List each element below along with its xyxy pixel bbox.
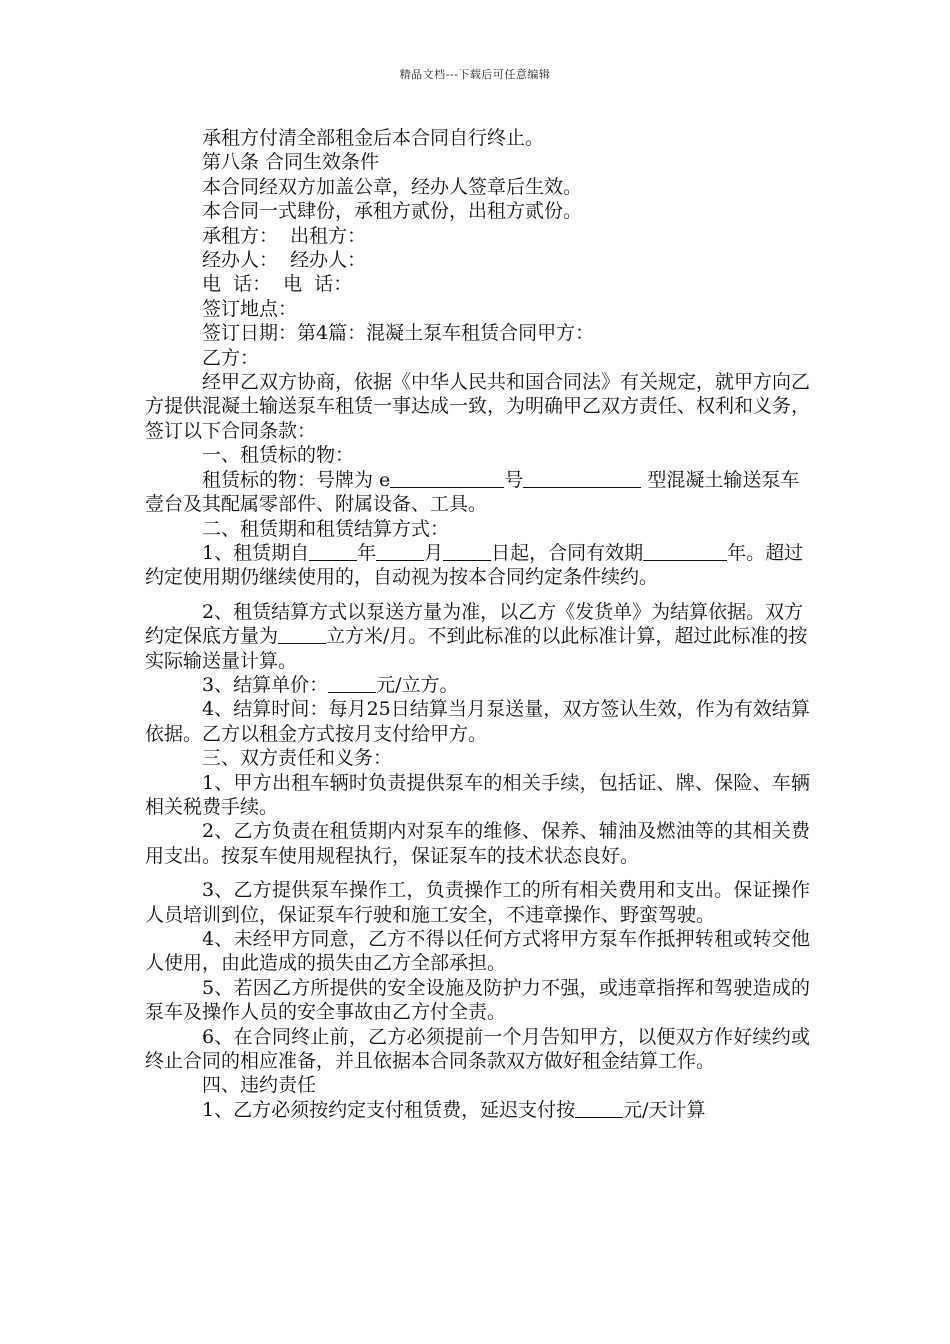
text: 1、租赁期自 bbox=[202, 541, 310, 564]
document-body bbox=[145, 126, 810, 1122]
signature-line-phone: 电 话： 电 话： bbox=[202, 273, 353, 296]
fill-blank bbox=[575, 1098, 623, 1118]
paragraph: 6、在合同终止前，乙方必须提前一个月告知甲方，以便双方作好续约或终止合同的相应准备，并且依据本合同条款双方做好租金结算工作。 bbox=[145, 1025, 810, 1073]
section-heading: 四、违约责任 bbox=[202, 1074, 317, 1097]
text: 立方米/月。不到此标准的以此标准计算，超过此标准的按实际输送量计算。 bbox=[145, 625, 808, 672]
paragraph-unit-price bbox=[145, 673, 810, 697]
paragraph-penalty bbox=[145, 1098, 810, 1122]
page-header: 精品文档---下载后可任意编辑 bbox=[399, 68, 551, 81]
paragraph: 4、结算时间：每月25日结算当月泵送量，双方签认生效，作为有效结算依据。乙方以租金方式按月支付给甲方。 bbox=[145, 698, 810, 745]
fill-blank bbox=[443, 541, 491, 561]
text: 型混凝土输送泵车壹台及其配属零部件、附属设备、工具。 bbox=[145, 468, 800, 516]
paragraph-lease-term bbox=[145, 541, 810, 590]
fill-blank bbox=[328, 673, 376, 693]
paragraph: 4、未经甲方同意，乙方不得以任何方式将甲方泵车作抵押转租或转交他人使用，由此造成的损失由乙方全部承担。 bbox=[145, 928, 810, 975]
text: 月 bbox=[424, 541, 444, 564]
article-heading: 第八条 合同生效条件 bbox=[202, 151, 380, 174]
section-heading: 一、租赁标的物： bbox=[202, 444, 355, 467]
text: 年。超过约定使用期仍继续使用的，自动视为按本合同约定条件续约。 bbox=[145, 541, 804, 589]
text: 元/立方。 bbox=[376, 673, 459, 696]
paragraph: 本合同经双方加盖公章，经办人签章后生效。 bbox=[202, 175, 583, 198]
paragraph: 本合同一式肆份，承租方贰份，出租方贰份。 bbox=[202, 200, 583, 223]
section-heading: 三、双方责任和义务： bbox=[202, 747, 393, 770]
fill-blank bbox=[523, 468, 641, 488]
paragraph: 3、乙方提供泵车操作工，负责操作工的所有相关费用和支出。保证操作人员培训到位，保证泵车行驶和施工安全，不违章操作、野蛮驾驶。 bbox=[145, 879, 810, 926]
party-b-line: 乙方： bbox=[202, 346, 260, 369]
text: 号 bbox=[504, 468, 524, 491]
fill-blank bbox=[376, 541, 424, 561]
section-heading: 二、租赁期和租赁结算方式： bbox=[202, 517, 450, 540]
text: 1、乙方必须按约定支付租赁费，延迟支付按 bbox=[202, 1098, 576, 1121]
paragraph: 5、若因乙方所提供的安全设施及防护力不强，或违章指挥和驾驶造成的泵车及操作人员的安全事故由乙方付全责。 bbox=[145, 976, 810, 1024]
signing-date: 签订日期：第4篇：混凝土泵车租赁合同甲方： bbox=[202, 322, 595, 345]
paragraph-lease-subject bbox=[145, 468, 810, 517]
paragraph: 2、乙方负责在租赁期内对泵车的维修、保养、辅油及燃油等的其相关费用支出。按泵车使用规程执行，保证泵车的技术状态良好。 bbox=[145, 820, 810, 867]
paragraph: 承租方付清全部租金后本合同自行终止。 bbox=[202, 127, 545, 149]
signature-line-party: 承租方： 出租方： bbox=[202, 224, 367, 247]
signature-line-agent: 经办人： 经办人： bbox=[202, 249, 367, 272]
fill-blank bbox=[643, 541, 727, 561]
text: 2、租赁结算方式以泵送方量为准，以乙方《发货单》为结算依据。双方约定保底方量为 bbox=[145, 600, 804, 648]
fill-blank bbox=[278, 624, 326, 644]
paragraph: 1、甲方出租车辆时负责提供泵车的相关手续，包括证、牌、保险、车辆相关税费手续。 bbox=[145, 771, 810, 818]
paragraph-settlement bbox=[145, 600, 810, 673]
fill-blank bbox=[390, 468, 504, 488]
text: 3、结算单价： bbox=[202, 673, 329, 696]
text: 元/天计算 bbox=[623, 1098, 706, 1121]
text: 年 bbox=[357, 541, 377, 564]
text: 租赁标的物：号牌为 e bbox=[202, 468, 391, 491]
paragraph: 经甲乙双方协商，依据《中华人民共和国合同法》有关规定，就甲方向乙方提供混凝土输送泵车租赁一事达成一致，为明确甲乙双方责任、权利和义务，签订以下合同条款： bbox=[145, 371, 811, 442]
signing-place: 签订地点： bbox=[202, 297, 298, 320]
text: 日起，合同有效期 bbox=[491, 541, 644, 564]
fill-blank bbox=[309, 541, 357, 561]
